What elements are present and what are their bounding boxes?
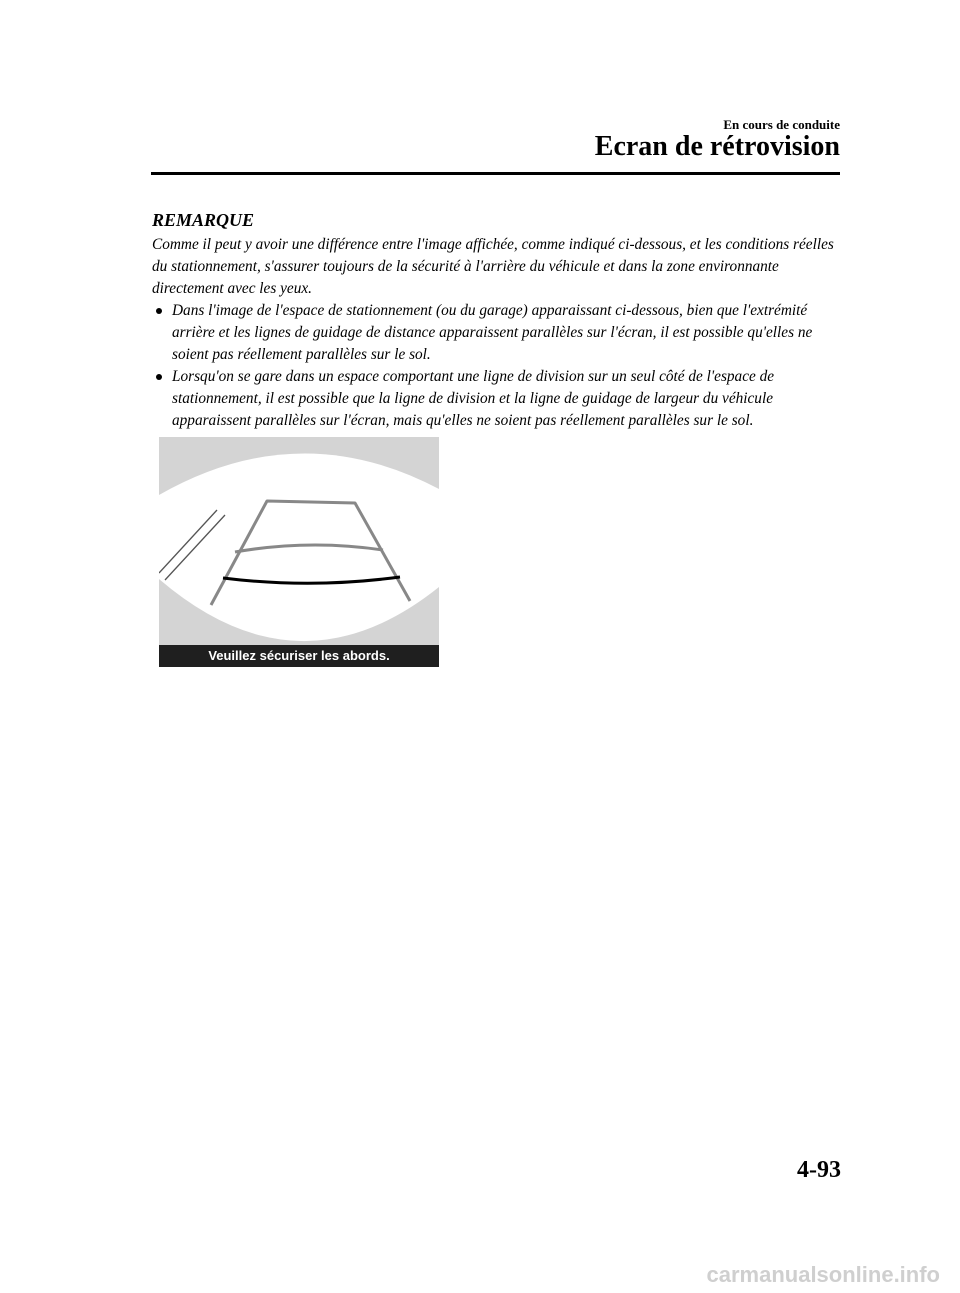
note-body [152,234,842,432]
note-intro: Comme il peut y avoir une différence entre l'image affichée, comme indiqué ci-dessous, et les conditions réelles du stationnement, s'assurer toujours de la sécurité à l'arrière du véhicule et dans la zone environnante directement avec les yeux. [152,236,834,297]
figure-caption: Veuillez sécuriser les abords. [159,645,439,667]
section-label: En cours de conduite [723,117,840,132]
list-item [152,300,842,366]
bullet-dot-icon [156,308,162,314]
bullet-text: Dans l'image de l'espace de stationnement (ou du garage) apparaissant ci-dessous, bien que l'extrémité arrière et les lignes de guidage de distance apparaissent parallèles sur l'écran, il est possible qu'elles ne soient pas réellement parallèles sur le sol. [172,302,813,363]
page-number: 4-93 [797,1157,841,1183]
list-item [152,366,842,432]
note-bullet-list [152,300,842,432]
bullet-dot-icon [156,374,162,380]
bullet-text: Lorsqu'on se gare dans un espace comportant une ligne de division sur un seul côté de l'espace de stationnement, il est possible que la ligne de division et la ligne de guidage de largeur du véhicule apparaissent parallèles sur l'écran, mais qu'elles ne soient pas réellement parallèles sur le sol. [172,368,775,429]
note-heading: REMARQUE [152,210,255,230]
watermark: carmanualsonline.info [706,1262,940,1287]
title-divider [151,172,840,175]
page-title: Ecran de rétrovision [594,131,840,162]
camera-view-graphic [159,437,439,667]
rear-camera-illustration [159,437,439,667]
